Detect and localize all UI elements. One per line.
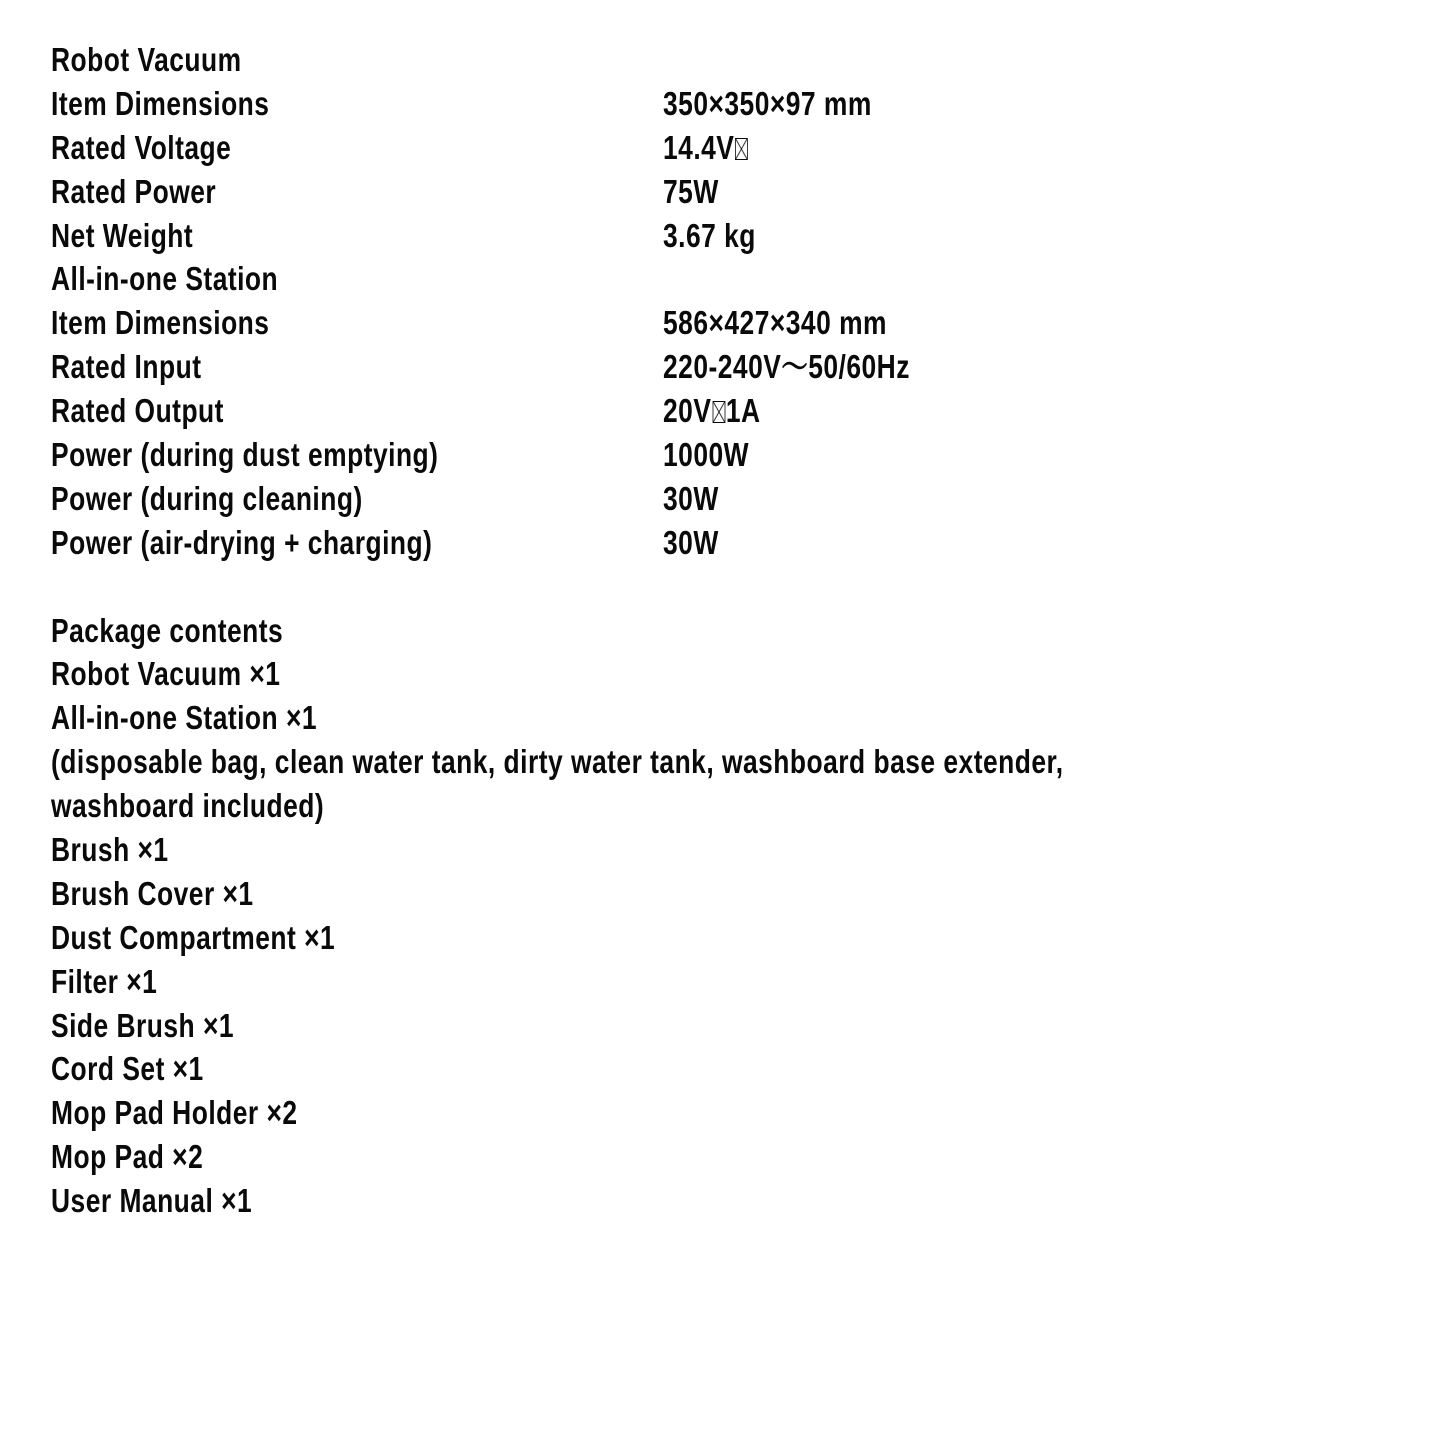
list-item: Robot Vacuum ×1 — [51, 655, 281, 693]
spec-row-power-air-drying — [51, 521, 1411, 565]
spec-row-net-weight — [51, 214, 1411, 258]
list-item: Dust Compartment ×1 — [51, 918, 336, 956]
spec-row-rated-voltage — [51, 126, 1411, 170]
spec-row-power-cleaning — [51, 477, 1411, 521]
spacer — [51, 565, 1411, 609]
spec-label: Power (air-drying + charging) — [51, 523, 433, 561]
list-item: Cord Set ×1 — [51, 1050, 204, 1088]
spec-value: 30W — [663, 479, 719, 517]
spec-value: 14.4V — [663, 126, 749, 170]
spec-row-station-dimensions — [51, 301, 1411, 345]
list-item-note: washboard included) — [51, 787, 325, 825]
list-item: Brush ×1 — [51, 831, 169, 869]
section-title-station: All-in-one Station — [51, 260, 279, 298]
list-item: Mop Pad Holder ×2 — [51, 1094, 298, 1132]
list-item: All-in-one Station ×1 — [51, 699, 318, 737]
list-item-note: (disposable bag, clean water tank, dirty water tank, washboard base extender, — [51, 743, 1064, 781]
spec-label: Item Dimensions — [51, 304, 270, 342]
list-item: Mop Pad ×2 — [51, 1138, 204, 1176]
spec-value: 3.67 kg — [663, 216, 756, 254]
spec-row-item-dimensions — [51, 82, 1411, 126]
spec-row-power-dust-emptying — [51, 433, 1411, 477]
spec-value: 30W — [663, 523, 719, 561]
spec-label: Rated Voltage — [51, 128, 232, 166]
spec-value: 1000W — [663, 436, 750, 474]
spec-label: Power (during dust emptying) — [51, 436, 439, 474]
spec-label: Rated Output — [51, 392, 224, 430]
spec-value: 220-240V〜50/60Hz — [663, 348, 910, 386]
spec-label: Rated Input — [51, 348, 202, 386]
section-title-robot-vacuum: Robot Vacuum — [51, 41, 242, 78]
spec-row-rated-input — [51, 345, 1411, 389]
spec-label: Power (during cleaning) — [51, 479, 363, 517]
spec-label: Item Dimensions — [51, 84, 270, 122]
spec-value: 75W — [663, 172, 719, 210]
spec-value: 20V 1A — [663, 392, 761, 430]
list-item: Filter ×1 — [51, 962, 158, 1000]
spec-value: 586×427×340 mm — [663, 304, 887, 342]
spec-label: Rated Power — [51, 172, 217, 210]
dc-symbol-icon — [712, 401, 725, 423]
spec-row-rated-power — [51, 170, 1411, 214]
list-item: Brush Cover ×1 — [51, 874, 254, 912]
spec-value: 350×350×97 mm — [663, 84, 872, 122]
list-item: User Manual ×1 — [51, 1182, 253, 1220]
list-item: Side Brush ×1 — [51, 1006, 235, 1044]
spec-label: Net Weight — [51, 216, 194, 254]
dc-symbol-icon — [735, 138, 748, 160]
spec-row-rated-output — [51, 389, 1411, 433]
section-title-package: Package contents — [51, 611, 284, 649]
spec-document — [51, 38, 1411, 1223]
